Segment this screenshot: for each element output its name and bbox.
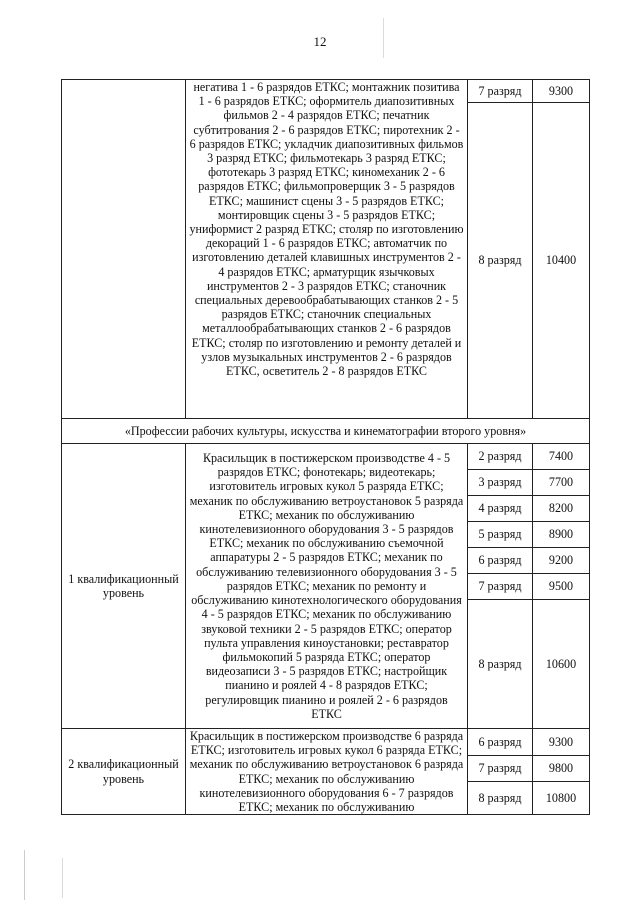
grade-cell: 7 разряд — [468, 755, 533, 782]
profession-list: Красильщик в постижерском производстве 6 разряда ЕТКС; изготовитель игровых кукол 6 разряда ЕТКС; механик по обслуживанию ветроустановок 6 разряда ЕТКС; механик по обслуживанию кинотелевизионного оборудования 6 - 7 разрядов ЕТКС; механик по обслуживанию — [186, 729, 468, 815]
table-row — [62, 729, 590, 756]
grade-cell: 3 разряд — [468, 470, 533, 496]
salary-cell: 9200 — [533, 548, 590, 574]
table-row — [62, 80, 590, 103]
salary-cell: 9500 — [533, 574, 590, 600]
profession-list: негатива 1 - 6 разрядов ЕТКС; монтажник позитива 1 - 6 разрядов ЕТКС; оформитель диапозитивных фильмов 2 - 4 разрядов ЕТКС; печатник субтитрования 2 - 6 разрядов ЕТКС; пиротехник 2 - 6 разрядов ЕТКС; укладчик диапозитивных фильмов 3 разряд ЕТКС; фильмотекарь 3 разряд ЕТКС; фототекарь 3 разряд ЕТКС; киномеханик 2 - 6 разрядов ЕТКС; фильмопроверщик 3 - 5 разрядов ЕТКС; машинист сцены 3 - 5 разрядов ЕТКС; монтировщик сцены 3 - 5 разрядов ЕТКС; униформист 2 разряд ЕТКС; столяр по изготовлению декораций 1 - 6 разрядов ЕТКС; автоматчик по изготовлению деталей клавишных инструментов 2 - 4 разрядов ЕТКС; арматурщик язычковых инструментов 2 - 3 разрядов ЕТКС; станочник специальных деревообрабатывающих станков 2 - 5 разрядов ЕТКС; станочник специальных металлообрабатывающих станков 2 - 6 разрядов ЕТКС; столяр по изготовлению и ремонту деталей и узлов музыкальных инструментов 2 - 6 разрядов ЕТКС, осветитель 2 - 8 разрядов ЕТКС — [186, 80, 468, 419]
scan-artifact — [24, 850, 25, 900]
salary-cell: 7700 — [533, 470, 590, 496]
salary-cell: 8200 — [533, 496, 590, 522]
grade-cell: 8 разряд — [468, 600, 533, 729]
scan-artifact — [383, 18, 384, 58]
table-row — [62, 444, 590, 470]
grade-cell: 8 разряд — [468, 782, 533, 815]
grade-cell: 6 разряд — [468, 548, 533, 574]
salary-cell: 10800 — [533, 782, 590, 815]
grade-cell: 2 разряд — [468, 444, 533, 470]
scan-artifact — [62, 858, 63, 898]
salary-cell: 10400 — [533, 103, 590, 419]
salary-cell: 9300 — [533, 729, 590, 756]
qualification-level: 1 квалификационный уровень — [62, 444, 186, 729]
salary-cell: 10600 — [533, 600, 590, 729]
salary-cell: 7400 — [533, 444, 590, 470]
page-number: 12 — [313, 34, 327, 49]
salary-cell: 9300 — [533, 80, 590, 103]
salary-cell: 8900 — [533, 522, 590, 548]
qualification-level: 2 квалификационный уровень — [62, 729, 186, 815]
grade-cell: 5 разряд — [468, 522, 533, 548]
grade-cell: 8 разряд — [468, 103, 533, 419]
grade-cell: 6 разряд — [468, 729, 533, 756]
grade-cell: 7 разряд — [468, 80, 533, 103]
tariff-table — [61, 79, 590, 815]
salary-cell: 9800 — [533, 755, 590, 782]
section-row — [62, 419, 590, 444]
section-title: «Профессии рабочих культуры, искусства и кинематографии второго уровня» — [62, 419, 590, 444]
profession-list: Красильщик в постижерском производстве 4 - 5 разрядов ЕТКС; фонотекарь; видеотекарь; изготовитель игровых кукол 5 разряда ЕТКС; механик по обслуживанию ветроустановок 5 разряда ЕТКС; механик по обслуживанию кинотелевизионного оборудования 3 - 5 разрядов ЕТКС; механик по обслуживанию съемочной аппаратуры 2 - 5 разрядов ЕТКС; механик по обслуживанию телевизионного оборудования 3 - 5 разрядов ЕТКС; механик по ремонту и обслуживанию кинотехнологического оборудования 4 - 5 разрядов ЕТКС; механик по обслуживанию звуковой техники 2 - 5 разрядов ЕТКС; оператор пульта управления киноустановки; реставратор фильмокопий 5 разряда ЕТКС; оператор видеозаписи 3 - 5 разрядов ЕТКС; настройщик пианино и роялей 4 - 8 разрядов ЕТКС; регулировщик пианино и роялей 2 - 6 разрядов ЕТКС — [186, 444, 468, 729]
grade-cell: 7 разряд — [468, 574, 533, 600]
grade-cell: 4 разряд — [468, 496, 533, 522]
level-cell-empty — [62, 80, 186, 419]
